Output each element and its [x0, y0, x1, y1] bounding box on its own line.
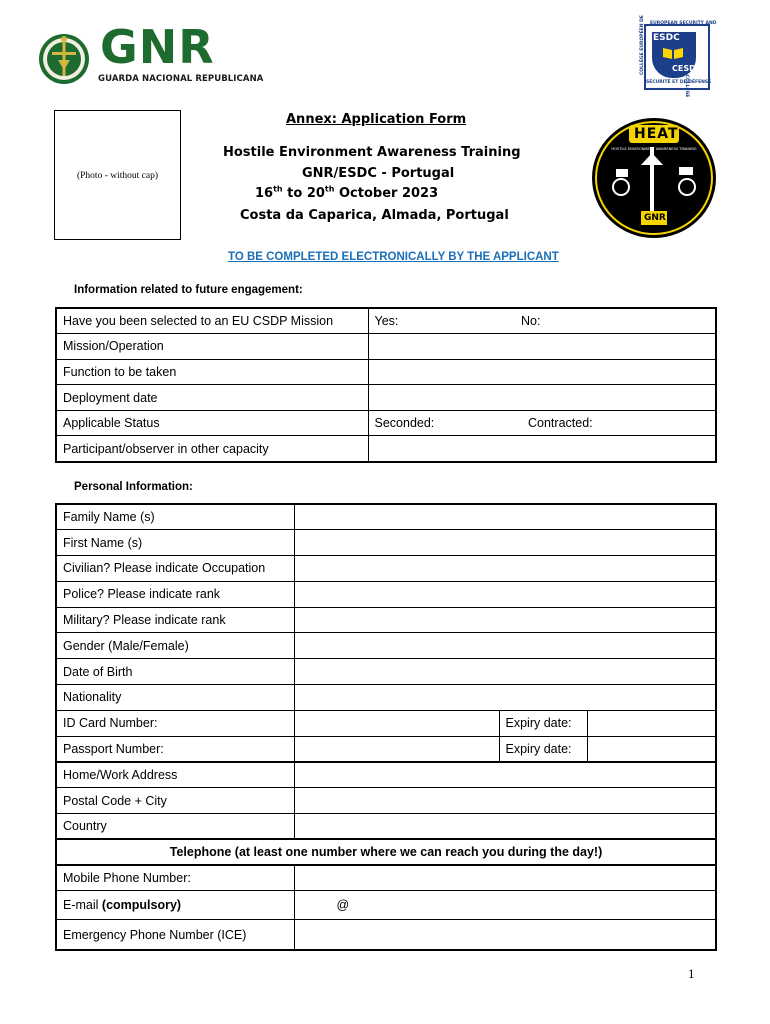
table-row	[56, 865, 716, 891]
personal-section-label: Personal Information:	[74, 481, 193, 493]
email-at-sign: @	[336, 898, 350, 913]
military-label: Military? Please indicate rank	[56, 607, 294, 633]
table-row	[56, 556, 716, 582]
participant-label	[56, 436, 368, 462]
gnr-wordmark: GNR	[100, 20, 215, 74]
address-label: Home/Work Address	[56, 762, 294, 788]
yes-option[interactable]: Yes:	[374, 314, 399, 329]
telephone-heading: Telephone (at least one number where we can reach you during the day!)	[56, 839, 716, 865]
engagement-section-label: Information related to future engagement:	[74, 284, 303, 296]
postal-label: Postal Code + City	[56, 788, 294, 814]
police-field[interactable]	[294, 581, 716, 607]
military-field[interactable]	[294, 607, 716, 633]
table-row	[56, 736, 716, 762]
status-label: Applicable Status	[56, 410, 368, 436]
country-label: Country	[56, 814, 294, 840]
selected-yes-no-field[interactable]	[368, 308, 716, 334]
instruction-note: TO BE COMPLETED ELECTRONICALLY BY THE APPLICANT	[228, 251, 559, 263]
first-name-label: First Name (s)	[56, 530, 294, 556]
table-row	[56, 385, 716, 411]
nationality-label: Nationality	[56, 685, 294, 711]
deployment-field[interactable]	[368, 385, 716, 411]
participant-field[interactable]	[368, 436, 716, 462]
esdc-sub-wordmark: CESD	[672, 64, 696, 73]
table-row	[56, 788, 716, 814]
email-label	[56, 891, 294, 920]
end-suffix: th	[324, 184, 335, 194]
country-field[interactable]	[294, 814, 716, 840]
table-row	[56, 814, 716, 840]
selected-label: Have you been selected to an EU CSDP Mission	[56, 308, 368, 334]
heat-logo	[591, 117, 717, 239]
passport-expiry-field[interactable]	[587, 736, 716, 762]
dob-label: Date of Birth	[56, 659, 294, 685]
mission-field[interactable]	[368, 334, 716, 360]
table-row	[56, 410, 716, 436]
no-option[interactable]: No:	[521, 314, 541, 329]
emergency-label: Emergency Phone Number (ICE)	[56, 920, 294, 950]
table-row	[56, 504, 716, 530]
course-dates	[255, 186, 438, 201]
family-name-label: Family Name (s)	[56, 504, 294, 530]
table-row	[56, 891, 716, 920]
course-name: Hostile Environment Awareness Training	[223, 145, 521, 160]
page-number: 1	[688, 966, 695, 981]
gnr-logo	[38, 20, 264, 88]
table-row	[56, 436, 716, 462]
table-row	[56, 762, 716, 788]
month-year: October 2023	[334, 186, 439, 201]
table-row	[56, 308, 716, 334]
civilian-field[interactable]	[294, 556, 716, 582]
address-field[interactable]	[294, 762, 716, 788]
table-row	[56, 334, 716, 360]
status-field[interactable]	[368, 410, 716, 436]
table-row	[56, 710, 716, 736]
esdc-wordmark: ESDC	[653, 33, 680, 43]
email-label-text: E-mail	[63, 898, 102, 913]
table-row	[56, 530, 716, 556]
photo-label: (Photo - without cap)	[76, 171, 158, 181]
table-row	[56, 685, 716, 711]
form-title: Annex: Application Form	[286, 112, 467, 127]
gnr-emblem-icon	[38, 30, 94, 88]
esdc-left-text: COLLÈGE EUROPÉEN DE	[640, 15, 645, 75]
table-row	[56, 607, 716, 633]
mobile-field[interactable]	[294, 865, 716, 891]
police-label: Police? Please indicate rank	[56, 581, 294, 607]
book-icon	[662, 46, 684, 60]
first-name-field[interactable]	[294, 530, 716, 556]
esdc-top-text: EUROPEAN SECURITY AND	[650, 21, 717, 26]
heat-wordmark: HEAT	[634, 126, 679, 142]
photo-placeholder[interactable]	[54, 110, 181, 240]
mobile-label: Mobile Phone Number:	[56, 865, 294, 891]
participant-label-text: Participant/observer in other capacity	[63, 441, 269, 456]
email-compulsory-note: (compulsory)	[101, 898, 182, 913]
civilian-label: Civilian? Please indicate Occupation	[56, 556, 294, 582]
contracted-option[interactable]: Contracted:	[528, 416, 593, 431]
table-row	[56, 839, 716, 865]
deployment-label: Deployment date	[56, 385, 368, 411]
email-field[interactable]	[294, 891, 716, 920]
table-row	[56, 633, 716, 659]
dob-field[interactable]	[294, 659, 716, 685]
postal-field[interactable]	[294, 788, 716, 814]
engagement-table	[55, 307, 717, 463]
id-expiry-label: Expiry date:	[499, 710, 587, 736]
gnr-subtitle: GUARDA NACIONAL REPUBLICANA	[98, 74, 264, 84]
table-row	[56, 581, 716, 607]
table-row	[56, 659, 716, 685]
gender-field[interactable]	[294, 633, 716, 659]
table-row	[56, 359, 716, 385]
id-card-label: ID Card Number:	[56, 710, 294, 736]
emergency-field[interactable]	[294, 920, 716, 950]
end-day: 20	[306, 186, 325, 201]
esdc-logo	[634, 15, 717, 90]
passport-expiry-label: Expiry date:	[499, 736, 587, 762]
nationality-field[interactable]	[294, 685, 716, 711]
personal-table	[55, 503, 717, 951]
mission-label: Mission/Operation	[56, 334, 368, 360]
course-location: Costa da Caparica, Almada, Portugal	[240, 208, 509, 223]
passport-field[interactable]	[294, 736, 499, 762]
passport-label: Passport Number:	[56, 736, 294, 762]
id-card-field[interactable]	[294, 710, 499, 736]
start-day: 16	[255, 186, 274, 201]
heat-ring-text: HOSTILE ENVIRONMENT AWARENESS TRAINING	[611, 147, 697, 151]
start-suffix: th	[273, 184, 283, 194]
seconded-option[interactable]: Seconded:	[374, 416, 435, 431]
course-organiser: GNR/ESDC - Portugal	[302, 166, 455, 181]
id-expiry-field[interactable]	[587, 710, 716, 736]
heat-gnr-text: GNR	[644, 213, 666, 223]
family-name-field[interactable]	[294, 504, 716, 530]
esdc-bottom-text: SÉCURITÉ ET DE DÉFENSE	[646, 80, 712, 85]
gender-label: Gender (Male/Female)	[56, 633, 294, 659]
function-label: Function to be taken	[56, 359, 368, 385]
dates-connector: to	[282, 186, 307, 201]
table-row	[56, 920, 716, 950]
function-field[interactable]	[368, 359, 716, 385]
